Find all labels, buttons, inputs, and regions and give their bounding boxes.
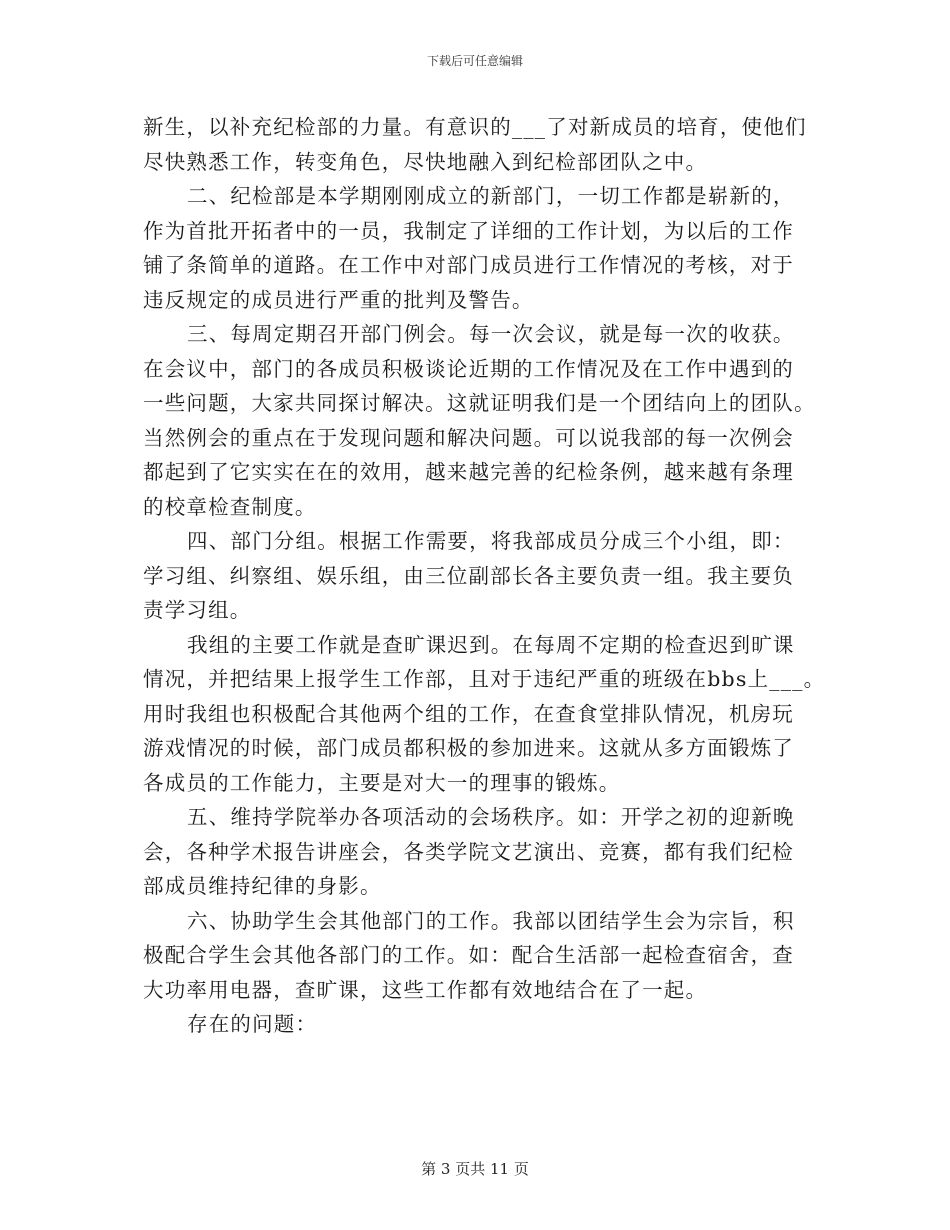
body-line: 二、纪检部是本学期刚刚成立的新部门，一切工作都是崭新的， (187, 184, 795, 208)
body-line: 新生，以补充纪检部的力量。有意识的___了对新成员的培育，使他们 (143, 115, 807, 139)
body-line: 用时我组也积极配合其他两个组的工作，在查食堂排队情况，机房玩 (143, 701, 794, 726)
body-line: 三、每周定期召开部门例会。每一次会议，就是每一次的收获。 (187, 322, 795, 346)
body-line: 游戏情况的时候，部门成员都积极的参加进来。这就从多方面锻炼了 (143, 736, 794, 760)
body-line: 六、协助学生会其他部门的工作。我部以团结学生会为宗旨，积 (187, 908, 795, 933)
body-line: 铺了条简单的道路。在工作中对部门成员进行工作情况的考核，对于 (143, 253, 794, 277)
body-line: 都起到了它实实在在的效用，越来越完善的纪检条例，越来越有条理 (143, 460, 794, 484)
body-line: 四、部门分组。根据工作需要，将我部成员分成三个小组，即： (187, 529, 795, 553)
page-footer: 第 3 页共 11 页 (421, 1160, 529, 1178)
body-line: 当然例会的重点在于发现问题和解决问题。可以说我部的每一次例会 (143, 425, 794, 450)
body-line: 尽快熟悉工作，转变角色，尽快地融入到纪检部团队之中。 (143, 149, 708, 174)
body-line: 我组的主要工作就是查旷课迟到。在每周不定期的检查迟到旷课 (187, 632, 795, 657)
body-line: 极配合学生会其他各部门的工作。如：配合生活部一起检查宿舍，查 (143, 943, 794, 967)
body-line: 作为首批开拓者中的一员，我制定了详细的工作计划，为以后的工作 (143, 218, 794, 243)
body-line: 在会议中，部门的各成员积极谈论近期的工作情况及在工作中遇到的 (143, 356, 794, 381)
page-header: 下载后可任意编辑 (426, 54, 523, 68)
body-line: 违反规定的成员进行严重的批判及警告。 (143, 287, 534, 312)
body-line: 各成员的工作能力，主要是对大一的理事的锻炼。 (143, 770, 621, 795)
body-line: 学习组、纠察组、娱乐组，由三位副部长各主要负责一组。我主要负 (143, 563, 794, 588)
body-line: 大功率用电器，查旷课，这些工作都有效地结合在了一起。 (143, 977, 708, 1002)
body-line: 情况，并把结果上报学生工作部，且对于违纪严重的班级在bbs上___。 (143, 667, 826, 691)
body-line: 存在的问题： (187, 1012, 318, 1036)
body-line: 五、维持学院举办各项活动的会场秩序。如：开学之初的迎新晚 (187, 805, 795, 829)
body-line: 一些问题，大家共同探讨解决。这就证明我们是一个团结向上的团队。 (143, 391, 816, 415)
body-line: 会，各种学术报告讲座会，各类学院文艺演出、竞赛，都有我们纪检 (143, 839, 794, 864)
body-line: 部成员维持纪律的身影。 (143, 874, 382, 898)
body-line: 的校章检查制度。 (143, 494, 317, 519)
document-body (143, 110, 826, 1042)
body-line: 责学习组。 (143, 598, 252, 622)
